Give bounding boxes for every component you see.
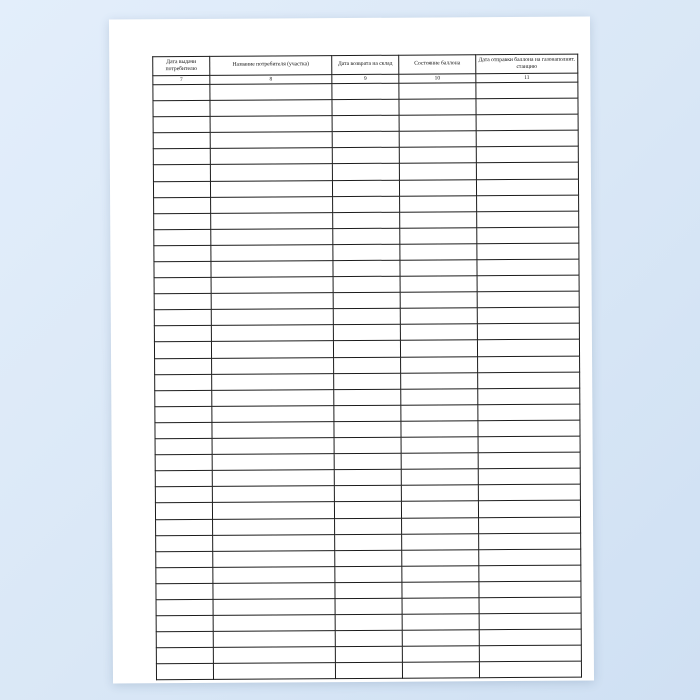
table-cell xyxy=(154,310,211,326)
table-cell xyxy=(399,179,476,196)
table-cell xyxy=(400,228,477,245)
table-cell xyxy=(479,565,581,582)
table-cell xyxy=(211,228,333,245)
table-cell xyxy=(211,261,333,278)
table-cell xyxy=(153,181,210,197)
table-cell xyxy=(402,533,479,550)
table-cell xyxy=(156,615,213,631)
table-cell xyxy=(333,308,400,325)
table-cell xyxy=(479,517,581,534)
table-cell xyxy=(155,374,212,390)
column-number-7: 7 xyxy=(153,75,210,84)
table-cell xyxy=(156,599,213,615)
table-cell xyxy=(156,648,213,664)
table-cell xyxy=(478,404,580,421)
table-cell xyxy=(210,132,332,149)
table-cell xyxy=(212,405,334,422)
table-cell xyxy=(332,164,399,181)
table-cell xyxy=(213,647,335,664)
table-cell xyxy=(334,502,401,519)
table-cell xyxy=(211,212,333,229)
table-cell xyxy=(211,309,333,326)
table-cell xyxy=(335,518,402,535)
table-cell xyxy=(400,244,477,261)
table-cell xyxy=(400,292,477,309)
table-cell xyxy=(333,244,400,261)
table-cell xyxy=(402,582,479,599)
table-cell xyxy=(154,261,211,277)
table-cell xyxy=(401,501,478,518)
table-cell xyxy=(155,406,212,422)
table-head xyxy=(153,54,578,85)
ledger-table xyxy=(152,54,582,681)
table-cell xyxy=(335,663,402,680)
table-cell xyxy=(155,487,212,503)
table-cell xyxy=(334,421,401,438)
table-cell xyxy=(210,164,332,181)
table-cell xyxy=(212,486,334,503)
table-cell xyxy=(213,550,335,567)
table-cell xyxy=(155,471,212,487)
table-cell xyxy=(333,260,400,277)
table-cell xyxy=(211,341,333,358)
table-cell xyxy=(476,130,578,147)
table-cell xyxy=(476,179,578,196)
table-cell xyxy=(400,211,477,228)
table-cell xyxy=(153,165,210,181)
table-cell xyxy=(155,390,212,406)
column-header-consumer-name xyxy=(210,56,332,76)
table-cell xyxy=(400,324,477,341)
table-cell xyxy=(155,438,212,454)
table-cell xyxy=(210,100,332,117)
table-cell xyxy=(211,277,333,294)
table-cell xyxy=(156,583,213,599)
table-cell xyxy=(402,566,479,583)
table-cell xyxy=(333,228,400,245)
table-cell xyxy=(332,115,399,132)
table-cell xyxy=(153,149,210,165)
table-cell xyxy=(154,197,211,213)
table-cell xyxy=(402,549,479,566)
table-cell xyxy=(478,452,580,469)
table-cell xyxy=(335,582,402,599)
table-cell xyxy=(154,326,211,342)
table-cell xyxy=(402,662,479,679)
table-cell xyxy=(210,148,332,165)
table-cell xyxy=(399,131,476,148)
table-cell xyxy=(400,195,477,212)
table-cell xyxy=(153,84,210,100)
table-cell xyxy=(477,275,579,292)
table-cell xyxy=(400,340,477,357)
ledger-sheet xyxy=(152,54,575,654)
table-cell xyxy=(402,598,479,615)
table-cell xyxy=(212,502,334,519)
table-cell xyxy=(399,147,476,164)
table-cell xyxy=(477,259,579,276)
table-cell xyxy=(212,422,334,439)
table-cell xyxy=(477,195,579,212)
table-cell xyxy=(211,245,333,262)
table-cell xyxy=(401,405,478,422)
column-header-dispatch-date xyxy=(476,54,578,74)
table-cell xyxy=(155,454,212,470)
table-cell xyxy=(399,83,476,100)
table-cell xyxy=(479,533,581,550)
table-cell xyxy=(477,227,579,244)
table-cell xyxy=(212,373,334,390)
column-header-cylinder-condition-label: Состояние баллона xyxy=(414,60,461,68)
column-number-9: 9 xyxy=(332,74,399,83)
column-number-10: 10 xyxy=(399,74,476,83)
table-cell xyxy=(213,615,335,632)
table-cell xyxy=(154,342,211,358)
table-cell xyxy=(479,629,581,646)
column-number-8: 8 xyxy=(210,75,332,85)
table-cell xyxy=(153,117,210,133)
table-cell xyxy=(334,453,401,470)
table-cell xyxy=(335,630,402,647)
table-cell xyxy=(399,163,476,180)
table-cell xyxy=(332,99,399,116)
table-cell xyxy=(476,82,578,99)
table-cell xyxy=(213,582,335,599)
table-cell xyxy=(153,100,210,116)
table-cell xyxy=(156,664,213,680)
table-cell xyxy=(479,549,581,566)
table-cell xyxy=(478,388,580,405)
table-cell xyxy=(401,388,478,405)
table-cell xyxy=(334,469,401,486)
table-cell xyxy=(477,323,579,340)
table-cell xyxy=(402,630,479,647)
column-header-dispatch-date-label: Дата отправки баллона на газонаполнит. станцию xyxy=(478,56,575,70)
table-cell xyxy=(335,566,402,583)
table-cell xyxy=(479,597,581,614)
table-cell xyxy=(478,372,580,389)
table-cell xyxy=(476,146,578,163)
table-cell xyxy=(476,163,578,180)
table-cell xyxy=(210,180,332,197)
column-header-return-date xyxy=(332,55,399,74)
table-cell xyxy=(478,468,580,485)
table-cell xyxy=(401,485,478,502)
table-cell xyxy=(334,405,401,422)
table-cell xyxy=(211,325,333,342)
table-cell xyxy=(399,99,476,116)
table-cell xyxy=(479,613,581,630)
table-cell xyxy=(212,438,334,455)
table-cell xyxy=(212,470,334,487)
table-cell xyxy=(154,277,211,293)
table-cell xyxy=(213,631,335,648)
table-cell xyxy=(401,372,478,389)
table-cell xyxy=(400,260,477,277)
table-cell xyxy=(156,567,213,583)
table-cell xyxy=(156,632,213,648)
table-cell xyxy=(212,357,334,374)
table-cell xyxy=(156,551,213,567)
table-cell xyxy=(154,229,211,245)
table-cell xyxy=(153,133,210,149)
table-cell xyxy=(154,245,211,261)
table-cell xyxy=(400,276,477,293)
table-cell xyxy=(332,148,399,165)
table-cell xyxy=(333,276,400,293)
table-cell xyxy=(335,550,402,567)
table-cell xyxy=(334,486,401,503)
table-cell xyxy=(401,453,478,470)
table-cell xyxy=(477,243,579,260)
column-header-consumer-name-label: Название потребителя (участка) xyxy=(232,61,310,69)
table-cell xyxy=(402,517,479,534)
table-cell xyxy=(211,196,333,213)
document-page xyxy=(109,17,594,684)
table-cell xyxy=(401,469,478,486)
table-cell xyxy=(334,357,401,374)
table-cell xyxy=(333,196,400,213)
column-header-issue-date-label: Дата выдачи потребителю xyxy=(165,58,197,73)
table-cell xyxy=(156,519,213,535)
table-cell xyxy=(479,661,581,678)
column-header-issue-date xyxy=(153,56,210,75)
table-cell xyxy=(401,356,478,373)
column-header-cylinder-condition xyxy=(399,55,476,74)
table-cell xyxy=(476,98,578,115)
table-cell xyxy=(210,84,332,101)
table-cell xyxy=(155,503,212,519)
table-cell xyxy=(334,373,401,390)
table-body xyxy=(153,82,582,680)
table-cell xyxy=(213,599,335,616)
table-cell xyxy=(477,340,579,357)
table-cell xyxy=(333,341,400,358)
table-cell xyxy=(333,325,400,342)
table-cell xyxy=(478,484,580,501)
table-cell xyxy=(333,292,400,309)
table-cell xyxy=(477,307,579,324)
table-cell xyxy=(400,308,477,325)
table-cell xyxy=(476,114,578,131)
table-cell xyxy=(155,422,212,438)
table-cell xyxy=(399,115,476,132)
table-cell xyxy=(335,534,402,551)
table-cell xyxy=(213,518,335,535)
table-cell xyxy=(332,83,399,100)
table-header-row xyxy=(153,54,578,76)
table-cell xyxy=(210,116,332,133)
table-cell xyxy=(211,293,333,310)
table-cell xyxy=(477,291,579,308)
table-cell xyxy=(479,581,581,598)
table-cell xyxy=(335,614,402,631)
table-cell xyxy=(332,131,399,148)
table-row xyxy=(156,661,581,680)
table-cell xyxy=(213,663,335,680)
table-cell xyxy=(213,534,335,551)
table-cell xyxy=(154,294,211,310)
table-cell xyxy=(402,614,479,631)
table-cell xyxy=(156,535,213,551)
table-cell xyxy=(402,646,479,663)
table-cell xyxy=(334,389,401,406)
table-cell xyxy=(213,566,335,583)
table-cell xyxy=(155,358,212,374)
column-number-11: 11 xyxy=(476,73,578,83)
table-cell xyxy=(478,436,580,453)
table-cell xyxy=(333,212,400,229)
table-cell xyxy=(332,180,399,197)
table-cell xyxy=(212,454,334,471)
table-cell xyxy=(477,211,579,228)
table-cell xyxy=(334,437,401,454)
table-cell xyxy=(479,645,581,662)
table-cell xyxy=(335,598,402,615)
table-cell xyxy=(335,646,402,663)
table-cell xyxy=(401,437,478,454)
table-cell xyxy=(154,213,211,229)
table-cell xyxy=(478,356,580,373)
table-cell xyxy=(478,420,580,437)
column-header-return-date-label: Дата возврата на склад xyxy=(337,61,393,68)
table-cell xyxy=(478,501,580,518)
table-cell xyxy=(212,389,334,406)
table-cell xyxy=(401,421,478,438)
